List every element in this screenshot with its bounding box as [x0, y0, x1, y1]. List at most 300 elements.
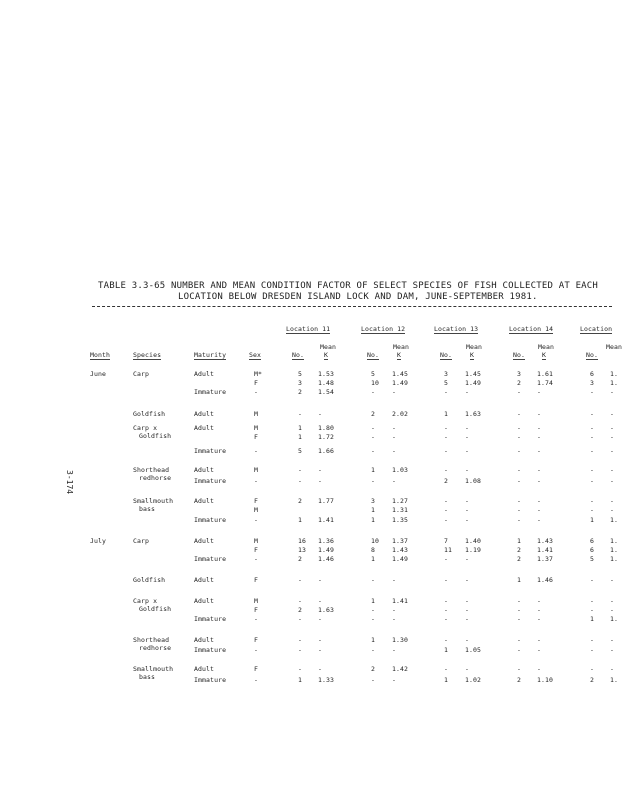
cell-l15-k: -	[610, 506, 615, 514]
location-header-13: Location 13	[434, 325, 479, 333]
cell-l14-no: -	[517, 636, 522, 644]
cell-l11-no: 1	[298, 676, 303, 684]
cell-species-line2: bass	[139, 673, 156, 681]
cell-species: Carp x	[133, 597, 158, 605]
cell-l15-no: 6	[590, 537, 595, 545]
table-title-line2: LOCATION BELOW DRESDEN ISLAND LOCK AND DAM, JUNE-SEPTEMBER 1981.	[178, 292, 538, 302]
cell-l13-k: -	[465, 388, 470, 396]
cell-maturity: Adult	[194, 466, 215, 474]
cell-l15-no: -	[590, 410, 595, 418]
cell-l12-k: 1.41	[392, 597, 409, 605]
cell-maturity: Immature	[194, 447, 227, 455]
cell-l13-no: -	[444, 497, 449, 505]
cell-l11-k: 1.66	[318, 447, 335, 455]
cell-l14-k: -	[537, 597, 542, 605]
cell-species-line2: redhorse	[139, 644, 172, 652]
title-rule	[92, 306, 612, 307]
cell-sex: M	[254, 424, 259, 432]
cell-l12-k: -	[392, 477, 397, 485]
cell-maturity: Adult	[194, 410, 215, 418]
cell-sex: -	[254, 615, 259, 623]
cell-l12-k: 1.37	[392, 537, 409, 545]
col-header-l12-meank: K	[397, 351, 402, 359]
cell-l11-no: 13	[298, 546, 307, 554]
cell-l14-k: -	[537, 477, 542, 485]
cell-l15-k: -	[610, 388, 615, 396]
cell-maturity: Immature	[194, 676, 227, 684]
cell-l12-no: -	[371, 676, 376, 684]
cell-l14-no: -	[517, 497, 522, 505]
cell-l15-no: -	[590, 606, 595, 614]
cell-l13-k: -	[465, 636, 470, 644]
cell-l11-no: 3	[298, 379, 303, 387]
cell-l11-k: 1.33	[318, 676, 335, 684]
cell-l13-k: -	[465, 506, 470, 514]
cell-l15-no: 5	[590, 555, 595, 563]
cell-sex: -	[254, 477, 259, 485]
cell-l14-k: 1.61	[537, 370, 554, 378]
cell-sex: F	[254, 546, 259, 554]
col-header-l11-no: No.	[292, 351, 305, 359]
cell-l14-no: -	[517, 646, 522, 654]
cell-l11-k: -	[318, 576, 323, 584]
cell-l11-no: 1	[298, 433, 303, 441]
cell-sex: F	[254, 433, 259, 441]
cell-l14-k: -	[537, 646, 542, 654]
cell-species-line2: redhorse	[139, 474, 172, 482]
cell-l13-no: -	[444, 555, 449, 563]
cell-l11-k: 1.54	[318, 388, 335, 396]
cell-l15-k: 1.	[610, 546, 619, 554]
cell-l14-no: -	[517, 424, 522, 432]
cell-l14-no: -	[517, 615, 522, 623]
cell-l15-k: -	[610, 477, 615, 485]
col-header-l14-meank: K	[542, 351, 547, 359]
col-header-l15-meank-top: Mean	[606, 343, 622, 351]
cell-maturity: Adult	[194, 537, 215, 545]
cell-l13-no: -	[444, 424, 449, 432]
cell-l15-k: -	[610, 636, 615, 644]
cell-l12-no: 1	[371, 597, 376, 605]
cell-l15-no: -	[590, 433, 595, 441]
cell-l11-no: 2	[298, 555, 303, 563]
cell-l12-k: -	[392, 388, 397, 396]
cell-species-line2: Goldfish	[139, 605, 172, 613]
cell-l15-k: -	[610, 597, 615, 605]
cell-l14-no: -	[517, 516, 522, 524]
cell-species: Carp	[133, 370, 150, 378]
cell-l14-k: -	[537, 665, 542, 673]
cell-l15-k: -	[610, 466, 615, 474]
cell-l15-no: -	[590, 636, 595, 644]
cell-l11-k: 1.48	[318, 379, 335, 387]
cell-l14-k: 1.74	[537, 379, 554, 387]
cell-sex: -	[254, 388, 259, 396]
cell-l12-no: 1	[371, 636, 376, 644]
cell-l12-no: 10	[371, 379, 380, 387]
cell-maturity: Adult	[194, 497, 215, 505]
cell-l13-no: -	[444, 516, 449, 524]
cell-l14-no: -	[517, 606, 522, 614]
cell-l14-no: 2	[517, 379, 522, 387]
cell-l11-no: 2	[298, 606, 303, 614]
cell-l14-no: -	[517, 410, 522, 418]
cell-maturity: Immature	[194, 388, 227, 396]
cell-l11-k: -	[318, 646, 323, 654]
cell-l14-k: -	[537, 433, 542, 441]
cell-l13-no: -	[444, 615, 449, 623]
cell-l11-no: -	[298, 636, 303, 644]
cell-month: July	[90, 537, 107, 545]
cell-l12-no: -	[371, 447, 376, 455]
cell-l12-no: -	[371, 576, 376, 584]
cell-l11-no: -	[298, 646, 303, 654]
cell-l13-no: -	[444, 576, 449, 584]
cell-l13-no: 1	[444, 646, 449, 654]
cell-l14-k: -	[537, 388, 542, 396]
cell-l13-k: 1.40	[465, 537, 482, 545]
cell-sex: F	[254, 636, 259, 644]
cell-l12-k: 1.43	[392, 546, 409, 554]
cell-maturity: Adult	[194, 424, 215, 432]
cell-l13-k: -	[465, 497, 470, 505]
cell-l13-k: 1.05	[465, 646, 482, 654]
cell-maturity: Adult	[194, 370, 215, 378]
cell-l13-no: -	[444, 597, 449, 605]
cell-l12-no: 3	[371, 497, 376, 505]
cell-maturity: Immature	[194, 646, 227, 654]
cell-l15-k: -	[610, 410, 615, 418]
cell-l13-no: -	[444, 636, 449, 644]
cell-l15-k: -	[610, 665, 615, 673]
cell-l15-k: -	[610, 497, 615, 505]
cell-l11-no: -	[298, 576, 303, 584]
cell-l13-no: -	[444, 388, 449, 396]
cell-l14-k: 1.46	[537, 576, 554, 584]
cell-l15-k: 1.	[610, 555, 619, 563]
cell-l13-k: -	[465, 597, 470, 605]
cell-l12-no: 2	[371, 410, 376, 418]
cell-species: Smallmouth	[133, 497, 174, 505]
location-header-11: Location 11	[286, 325, 331, 333]
cell-l12-k: -	[392, 424, 397, 432]
cell-l13-k: 1.49	[465, 379, 482, 387]
cell-l13-k: 1.02	[465, 676, 482, 684]
col-header-l14-no: No.	[513, 351, 526, 359]
cell-l11-no: -	[298, 477, 303, 485]
cell-l14-no: -	[517, 388, 522, 396]
cell-sex: M	[254, 466, 259, 474]
cell-l12-k: 1.45	[392, 370, 409, 378]
cell-l12-k: 1.35	[392, 516, 409, 524]
cell-l13-no: 11	[444, 546, 453, 554]
cell-maturity: Adult	[194, 597, 215, 605]
cell-l12-no: 1	[371, 506, 376, 514]
cell-l14-k: -	[537, 466, 542, 474]
cell-l11-k: -	[318, 597, 323, 605]
cell-l12-no: 5	[371, 370, 376, 378]
cell-l14-no: -	[517, 665, 522, 673]
cell-l13-k: -	[465, 516, 470, 524]
cell-l11-k: 1.36	[318, 537, 335, 545]
cell-sex: M*	[254, 370, 263, 378]
cell-l15-no: -	[590, 497, 595, 505]
cell-l15-no: 6	[590, 370, 595, 378]
col-header-l15-no: No.	[586, 351, 599, 359]
cell-l14-no: 2	[517, 555, 522, 563]
cell-l12-k: -	[392, 576, 397, 584]
cell-l12-no: -	[371, 606, 376, 614]
cell-l11-k: 1.53	[318, 370, 335, 378]
cell-l14-no: 1	[517, 576, 522, 584]
cell-l12-k: -	[392, 433, 397, 441]
cell-maturity: Adult	[194, 576, 215, 584]
cell-l15-no: -	[590, 576, 595, 584]
cell-l12-no: 2	[371, 665, 376, 673]
cell-l11-no: -	[298, 466, 303, 474]
cell-l11-no: -	[298, 665, 303, 673]
cell-l12-k: 1.49	[392, 555, 409, 563]
cell-l11-no: -	[298, 410, 303, 418]
cell-species: Shorthead	[133, 636, 170, 644]
cell-l15-no: -	[590, 506, 595, 514]
cell-l14-no: 3	[517, 370, 522, 378]
cell-l13-k: 1.08	[465, 477, 482, 485]
cell-l12-no: -	[371, 424, 376, 432]
cell-maturity: Immature	[194, 555, 227, 563]
cell-species-line2: bass	[139, 505, 156, 513]
cell-species: Carp	[133, 537, 150, 545]
col-header-l13-meank-top: Mean	[466, 343, 483, 351]
table-title-line1: TABLE 3.3-65 NUMBER AND MEAN CONDITION FACTOR OF SELECT SPECIES OF FISH COLLECTED AT EACH	[98, 281, 599, 291]
cell-l13-k: -	[465, 424, 470, 432]
cell-l15-no: 1	[590, 615, 595, 623]
cell-l15-no: 3	[590, 379, 595, 387]
cell-sex: F	[254, 576, 259, 584]
cell-l14-no: -	[517, 597, 522, 605]
cell-l13-no: 1	[444, 676, 449, 684]
cell-l14-k: -	[537, 615, 542, 623]
cell-l15-k: 1.	[610, 516, 619, 524]
cell-l11-k: -	[318, 466, 323, 474]
cell-maturity: Adult	[194, 665, 215, 673]
cell-l15-no: 2	[590, 676, 595, 684]
cell-l13-no: 7	[444, 537, 449, 545]
cell-l11-k: 1.72	[318, 433, 335, 441]
cell-l15-k: 1.	[610, 379, 619, 387]
cell-l15-no: 1	[590, 516, 595, 524]
cell-l14-k: -	[537, 606, 542, 614]
cell-l14-k: 1.41	[537, 546, 554, 554]
cell-l13-k: -	[465, 433, 470, 441]
cell-l11-no: 1	[298, 516, 303, 524]
cell-l12-k: 1.49	[392, 379, 409, 387]
cell-l11-k: -	[318, 665, 323, 673]
cell-l11-k: -	[318, 636, 323, 644]
cell-l15-no: -	[590, 388, 595, 396]
cell-l14-no: -	[517, 477, 522, 485]
col-header-l13-no: No.	[440, 351, 453, 359]
cell-l12-no: -	[371, 646, 376, 654]
cell-l12-no: 10	[371, 537, 380, 545]
cell-l13-no: -	[444, 433, 449, 441]
cell-l12-no: 1	[371, 466, 376, 474]
cell-l11-no: 2	[298, 388, 303, 396]
cell-l11-no: 5	[298, 447, 303, 455]
cell-l13-no: -	[444, 506, 449, 514]
cell-l12-no: -	[371, 615, 376, 623]
cell-l12-k: -	[392, 606, 397, 614]
cell-l15-no: -	[590, 646, 595, 654]
cell-l14-no: 2	[517, 546, 522, 554]
cell-l15-k: 1.	[610, 370, 619, 378]
cell-l11-no: 5	[298, 370, 303, 378]
cell-l11-k: 1.49	[318, 546, 335, 554]
cell-l13-k: -	[465, 615, 470, 623]
cell-l11-k: 1.77	[318, 497, 335, 505]
cell-sex: F	[254, 606, 259, 614]
cell-l15-k: -	[610, 433, 615, 441]
cell-l11-k: 1.63	[318, 606, 335, 614]
cell-l14-k: -	[537, 497, 542, 505]
cell-l14-k: -	[537, 516, 542, 524]
cell-l13-no: -	[444, 466, 449, 474]
cell-l12-k: 1.42	[392, 665, 409, 673]
col-header-l11-meank-top: Mean	[320, 343, 337, 351]
cell-l14-k: -	[537, 506, 542, 514]
cell-l13-k: -	[465, 576, 470, 584]
cell-l12-k: 1.30	[392, 636, 409, 644]
col-header-l13-meank: K	[470, 351, 475, 359]
cell-l13-no: 3	[444, 370, 449, 378]
cell-sex: -	[254, 646, 259, 654]
cell-sex: M	[254, 410, 259, 418]
col-header-l12-no: No.	[367, 351, 380, 359]
cell-maturity: Immature	[194, 615, 227, 623]
cell-l12-k: -	[392, 615, 397, 623]
cell-sex: F	[254, 665, 259, 673]
cell-sex: -	[254, 555, 259, 563]
cell-l15-no: -	[590, 597, 595, 605]
cell-l11-k: -	[318, 477, 323, 485]
col-header-sex: Sex	[249, 351, 262, 359]
cell-species: Goldfish	[133, 576, 166, 584]
cell-l15-k: -	[610, 424, 615, 432]
cell-l11-no: 2	[298, 497, 303, 505]
cell-l15-k: -	[610, 447, 615, 455]
cell-l13-k: -	[465, 606, 470, 614]
cell-l13-k: -	[465, 665, 470, 673]
cell-l14-no: -	[517, 506, 522, 514]
cell-species: Carp x	[133, 424, 158, 432]
cell-l15-k: -	[610, 606, 615, 614]
cell-sex: -	[254, 516, 259, 524]
cell-l15-k: 1.	[610, 676, 619, 684]
cell-species-line2: Goldfish	[139, 432, 172, 440]
cell-l12-no: 8	[371, 546, 376, 554]
cell-l14-k: 1.37	[537, 555, 554, 563]
col-header-species: Species	[133, 351, 162, 359]
cell-sex: F	[254, 379, 259, 387]
cell-sex: M	[254, 597, 259, 605]
cell-l13-k: 1.45	[465, 370, 482, 378]
location-header-14: Location 14	[509, 325, 554, 333]
cell-species: Smallmouth	[133, 665, 174, 673]
cell-l12-k: -	[392, 646, 397, 654]
cell-l13-k: 1.19	[465, 546, 482, 554]
cell-l12-no: 1	[371, 555, 376, 563]
cell-l12-k: -	[392, 676, 397, 684]
cell-sex: F	[254, 497, 259, 505]
cell-l12-k: 2.02	[392, 410, 409, 418]
cell-l12-k: 1.03	[392, 466, 409, 474]
cell-l15-no: -	[590, 466, 595, 474]
cell-sex: M	[254, 537, 259, 545]
cell-l11-no: -	[298, 597, 303, 605]
cell-l13-no: 5	[444, 379, 449, 387]
cell-l15-k: 1.	[610, 615, 619, 623]
col-header-l12-meank-top: Mean	[393, 343, 410, 351]
cell-sex: -	[254, 676, 259, 684]
cell-l14-no: -	[517, 433, 522, 441]
cell-species: Goldfish	[133, 410, 166, 418]
cell-species: Shorthead	[133, 466, 170, 474]
cell-l13-k: -	[465, 466, 470, 474]
cell-l12-no: 1	[371, 516, 376, 524]
cell-maturity: Immature	[194, 516, 227, 524]
cell-l13-k: 1.63	[465, 410, 482, 418]
col-header-month: Month	[90, 351, 111, 359]
location-header-12: Location 12	[361, 325, 406, 333]
cell-l14-k: -	[537, 410, 542, 418]
cell-l14-no: 2	[517, 676, 522, 684]
cell-l15-k: -	[610, 646, 615, 654]
cell-l14-k: 1.10	[537, 676, 554, 684]
cell-l14-k: 1.43	[537, 537, 554, 545]
cell-sex: M	[254, 506, 259, 514]
location-header-15: Location	[580, 325, 613, 333]
cell-l14-k: -	[537, 447, 542, 455]
cell-l13-no: -	[444, 447, 449, 455]
cell-l15-no: -	[590, 665, 595, 673]
cell-l15-no: 6	[590, 546, 595, 554]
page-number: 3-174	[65, 470, 74, 495]
cell-l14-k: -	[537, 636, 542, 644]
cell-l12-no: -	[371, 433, 376, 441]
cell-maturity: Adult	[194, 636, 215, 644]
cell-l13-no: 2	[444, 477, 449, 485]
cell-l11-k: -	[318, 410, 323, 418]
cell-l15-k: 1.	[610, 537, 619, 545]
cell-l11-no: 1	[298, 424, 303, 432]
cell-l11-k: 1.80	[318, 424, 335, 432]
cell-l11-no: 16	[298, 537, 307, 545]
cell-l15-k: -	[610, 576, 615, 584]
col-header-l14-meank-top: Mean	[538, 343, 555, 351]
cell-l13-k: -	[465, 447, 470, 455]
cell-l13-no: 1	[444, 410, 449, 418]
cell-l13-k: -	[465, 555, 470, 563]
cell-l15-no: -	[590, 477, 595, 485]
cell-month: June	[90, 370, 107, 378]
cell-sex: -	[254, 447, 259, 455]
cell-l13-no: -	[444, 665, 449, 673]
col-header-maturity: Maturity	[194, 351, 227, 359]
cell-l11-k: 1.46	[318, 555, 335, 563]
cell-l12-k: 1.31	[392, 506, 409, 514]
cell-l12-no: -	[371, 388, 376, 396]
cell-l14-k: -	[537, 424, 542, 432]
